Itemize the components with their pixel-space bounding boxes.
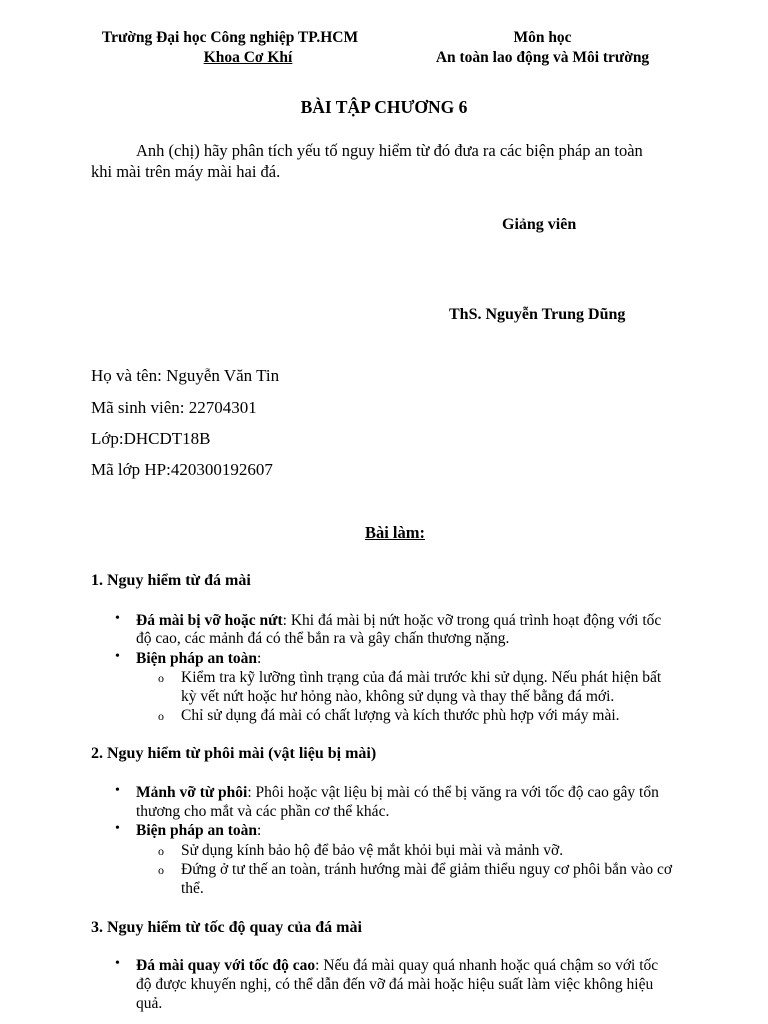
section-2-measure <box>136 821 261 840</box>
measure-colon: : <box>257 650 262 667</box>
section-3-hazard-title: Đá mài quay với tốc độ cao <box>136 957 316 974</box>
lecturer-name: ThS. Nguyễn Trung Dũng <box>449 306 626 323</box>
lecturer-label: Giảng viên <box>502 216 577 233</box>
section-2-hazard-title: Mảnh vỡ từ phôi <box>136 784 248 801</box>
section-3-hazard-text: : Nếu đá mài quay quá nhanh hoặc quá chậm so với tốc <box>315 957 659 974</box>
section-2-hazard-cont: thương cho mắt và các phần cơ thể khác. <box>136 803 390 820</box>
bullet-icon: • <box>115 783 120 798</box>
section-3-hazard <box>136 956 658 975</box>
faculty-name: Khoa Cơ Khí <box>203 49 293 66</box>
course-code: Mã lớp HP:420300192607 <box>91 460 273 479</box>
section-1-sub-1: Kiểm tra kỹ lưỡng tình trạng của đá mài trước khi sử dụng. Nếu phát hiện bất <box>181 669 662 686</box>
prompt-line-2: khi mài trên máy mài hai đá. <box>91 162 281 181</box>
prompt-line-1: Anh (chị) hãy phân tích yếu tố nguy hiểm từ đó đưa ra các biện pháp an toàn <box>136 141 643 160</box>
section-3-hazard-cont-2: quả. <box>136 995 163 1012</box>
section-1-sub-1-cont: kỳ vết nứt hoặc hư hỏng nào, không sử dụng và thay thế bằng đá mới. <box>181 688 615 705</box>
section-1-hazard <box>136 611 661 630</box>
section-3-heading: 3. Nguy hiểm từ tốc độ quay của đá mài <box>91 919 362 936</box>
section-1-hazard-title: Đá mài bị vỡ hoặc nứt <box>136 612 283 629</box>
section-1-sub-2: Chỉ sử dụng đá mài có chất lượng và kích thước phù hợp với máy mài. <box>181 707 620 724</box>
answer-heading: Bài làm: <box>364 523 426 542</box>
section-2-sub-2-cont: thể. <box>181 880 204 897</box>
student-id: Mã sinh viên: 22704301 <box>91 398 257 417</box>
section-2-hazard <box>136 783 659 802</box>
circle-bullet-icon: o <box>158 844 164 858</box>
section-2-sub-1: Sử dụng kính bảo hộ để bảo vệ mắt khỏi bụi mài và mảnh vỡ. <box>181 842 564 859</box>
section-1-hazard-text: : Khi đá mài bị nứt hoặc vỡ trong quá trình hoạt động với tốc <box>282 612 662 629</box>
section-2-measure-title: Biện pháp an toàn <box>136 822 258 839</box>
university-name: Trường Đại học Công nghiệp TP.HCM <box>101 29 359 46</box>
student-class: Lớp:DHCDT18B <box>91 429 211 448</box>
assignment-title: BÀI TẬP CHƯƠNG 6 <box>300 97 468 117</box>
circle-bullet-icon: o <box>158 863 164 877</box>
circle-bullet-icon: o <box>158 709 164 723</box>
measure-colon: : <box>257 822 262 839</box>
section-1-measure <box>136 649 261 668</box>
section-2-heading: 2. Nguy hiểm từ phôi mài (vật liệu bị mài) <box>91 745 377 762</box>
section-1-heading: 1. Nguy hiểm từ đá mài <box>91 572 251 589</box>
bullet-icon: • <box>115 821 120 836</box>
section-1-hazard-cont: độ cao, các mảnh đá có thể bắn ra và gây chấn thương nặng. <box>136 630 510 647</box>
section-2-hazard-text: : Phôi hoặc vật liệu bị mài có thể bị văng ra với tốc độ cao gây tổn <box>247 784 659 801</box>
subject-label: Môn học <box>513 29 572 46</box>
section-2-sub-2: Đứng ở tư thế an toàn, tránh hướng mài để giảm thiểu nguy cơ phôi bắn vào cơ <box>181 861 673 878</box>
bullet-icon: • <box>115 611 120 626</box>
section-1-measure-title: Biện pháp an toàn <box>136 650 258 667</box>
bullet-icon: • <box>115 649 120 664</box>
student-name: Họ và tên: Nguyễn Văn Tin <box>91 366 280 385</box>
subject-name: An toàn lao động và Môi trường <box>435 49 650 66</box>
circle-bullet-icon: o <box>158 671 164 685</box>
bullet-icon: • <box>115 956 120 971</box>
section-3-hazard-cont: độ được khuyến nghị, có thể dẫn đến vỡ đá mài hoặc hiệu suất làm việc không hiệu <box>136 976 654 993</box>
